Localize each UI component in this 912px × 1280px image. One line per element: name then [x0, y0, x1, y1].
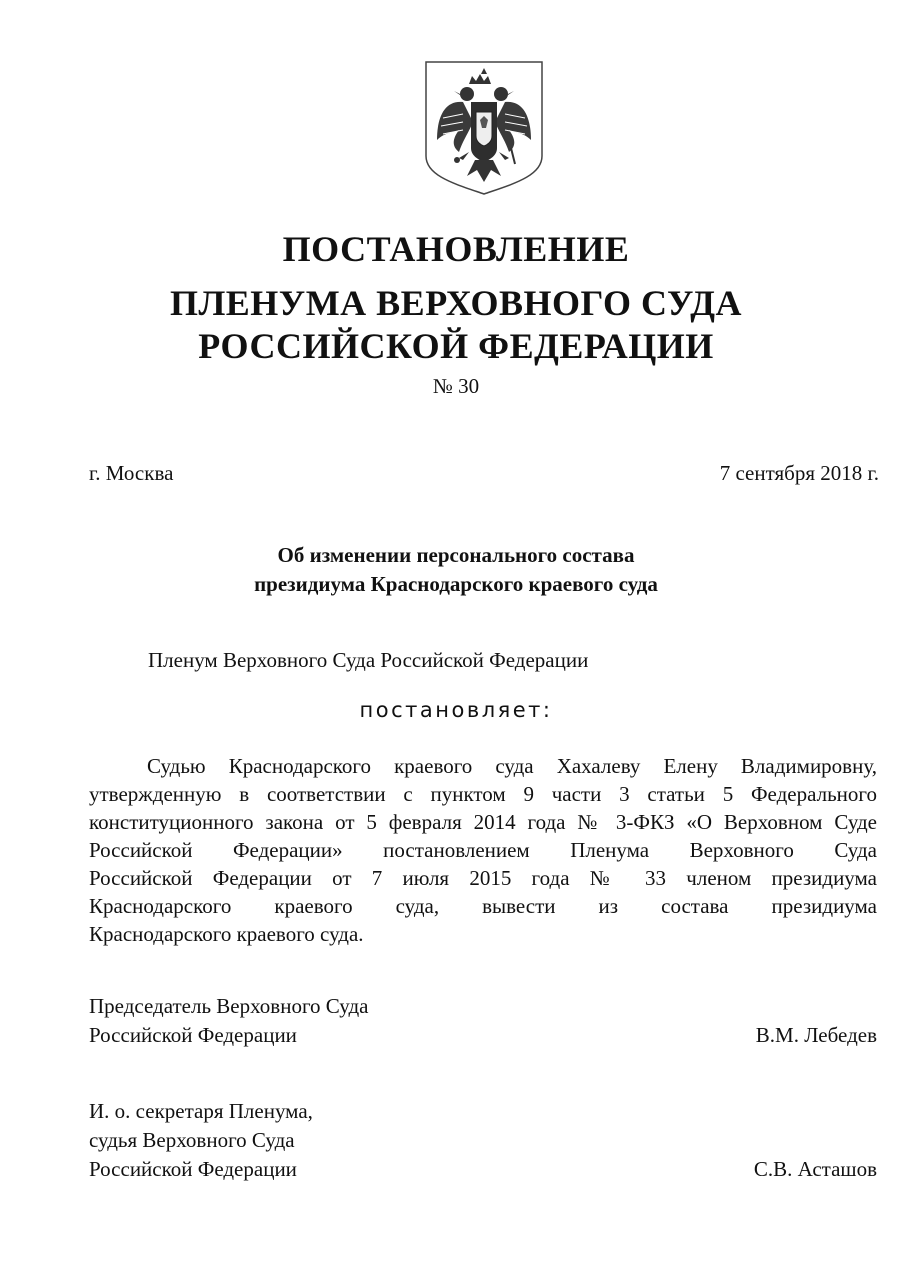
resolution-body	[89, 752, 877, 948]
signature-title-line: И. о. секретаря Пленума,	[89, 1099, 313, 1123]
signature-title-line: Российской Федерации	[89, 1023, 297, 1047]
title-court-line: ПЛЕНУМА ВЕРХОВНОГО СУДА	[169, 283, 743, 323]
signature-block-chairman	[89, 992, 877, 1050]
body-line: Судью Краснодарского краевого суда Хахалеву Елену Владимировну,	[147, 754, 877, 778]
body-line: конституционного закона от 5 февраля 2014 года № 3-ФКЗ «О Верховном Суде	[89, 810, 877, 834]
body-line: Российской Федерации» постановлением Пленума Верховного Суда	[89, 838, 877, 862]
signature-title-line: Российской Федерации	[89, 1157, 297, 1181]
document-date: 7 сентября 2018 г.	[719, 461, 879, 485]
signatory-name: В.М. Лебедев	[755, 1023, 877, 1047]
coat-of-arms-icon	[423, 60, 545, 196]
body-line: Российской Федерации от 7 июля 2015 года № 33 членом президиума	[89, 866, 877, 890]
document-title: ПОСТАНОВЛЕНИЕ	[282, 229, 630, 269]
body-line: Краснодарского краевого суда.	[89, 922, 364, 946]
subject-line: Об изменении персонального состава	[277, 543, 635, 567]
signature-title-line: судья Верховного Суда	[89, 1128, 295, 1152]
document-subject	[0, 541, 912, 599]
document-number: № 30	[432, 374, 480, 398]
signatory-name: С.В. Асташов	[753, 1157, 877, 1181]
signature-block-secretary	[89, 1097, 877, 1184]
signature-title-line: Председатель Верховного Суда	[89, 994, 369, 1018]
body-line: Краснодарского краевого суда, вывести из состава президиума	[89, 894, 877, 918]
title-federation-line: РОССИЙСКОЙ ФЕДЕРАЦИИ	[198, 326, 714, 366]
resolves-heading: постановляет:	[359, 698, 553, 722]
subject-line: президиума Краснодарского краевого суда	[254, 572, 658, 596]
document-place: г. Москва	[89, 461, 174, 485]
intro-text: Пленум Верховного Суда Российской Федерации	[148, 648, 589, 672]
body-line: утвержденную в соответствии с пунктом 9 части 3 статьи 5 Федерального	[89, 782, 877, 806]
